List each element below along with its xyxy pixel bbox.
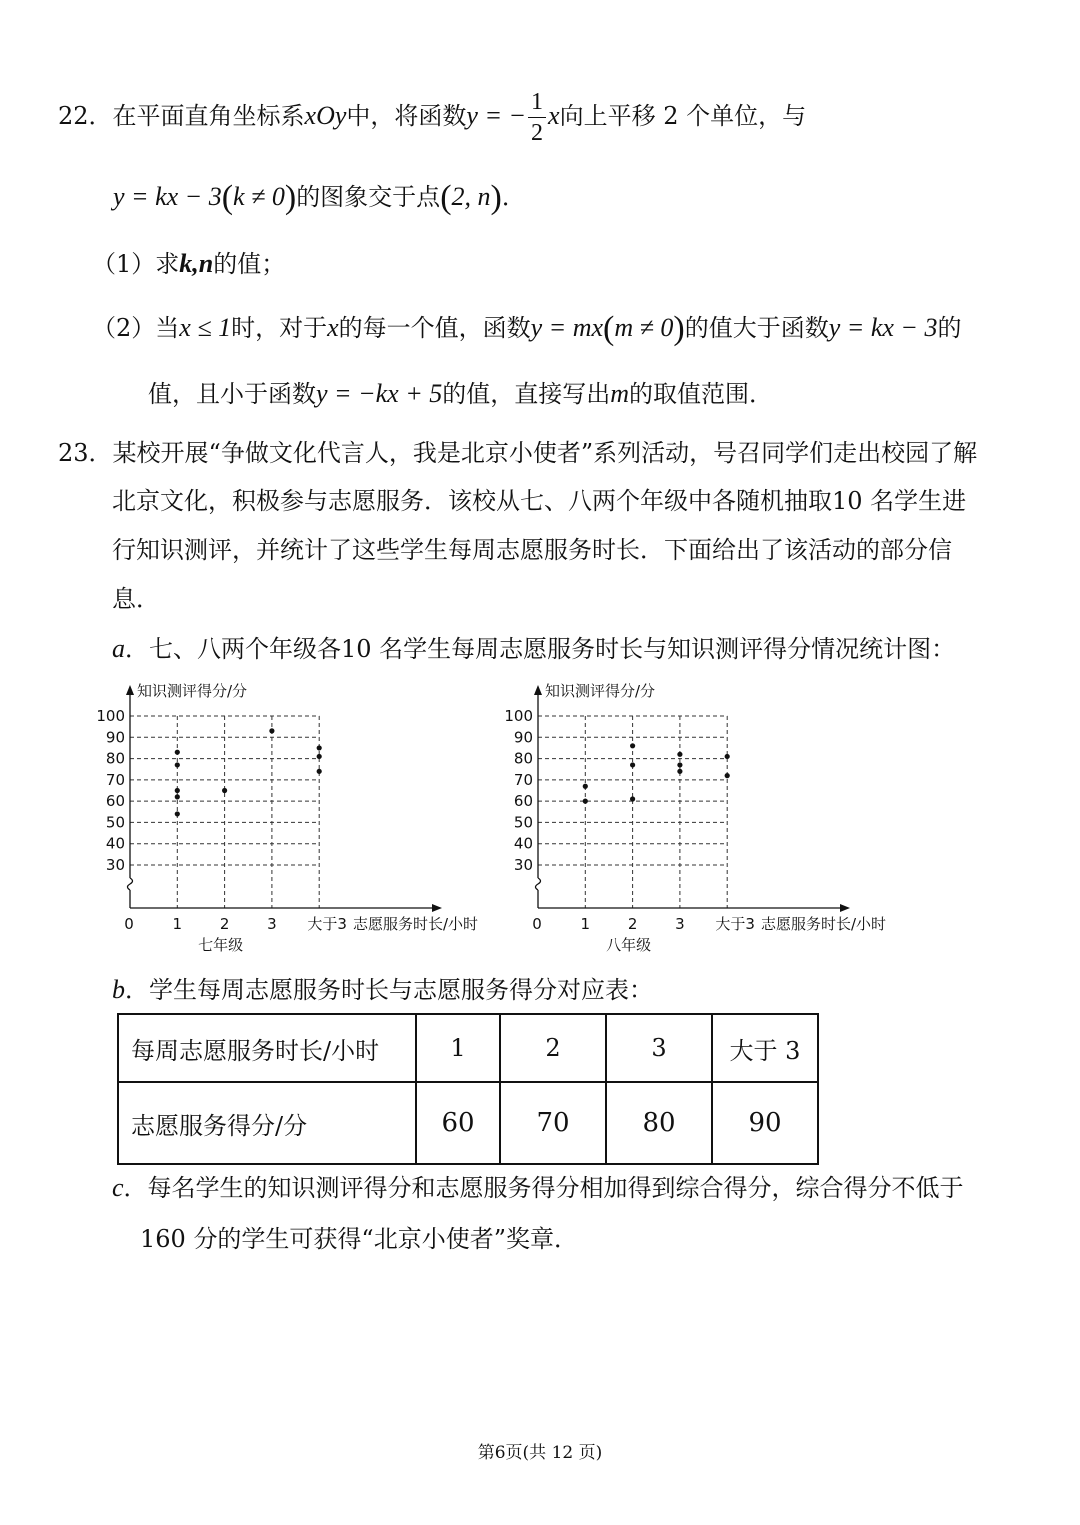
table-cell: 90: [712, 1082, 818, 1164]
q22-line1: [58, 84, 806, 148]
data-point: [725, 754, 730, 759]
data-point: [175, 762, 180, 767]
data-point: [175, 750, 180, 755]
data-point: [630, 762, 635, 767]
point-paren-close: ): [490, 179, 502, 216]
y-axis-label: 知识测评得分/分: [137, 682, 248, 700]
y-tick-label: 50: [513, 813, 533, 832]
x-tick-label: 2: [627, 915, 638, 933]
q23-number: 23．: [58, 439, 113, 467]
y-tick-label: 40: [513, 834, 533, 853]
y-tick-label: 30: [105, 856, 125, 874]
page-footer: 第6页(共 12 页): [477, 1443, 603, 1463]
q22-fraction: [528, 90, 546, 145]
q23-item-c-line1: [112, 1168, 964, 1208]
part2-cond: x ≤ 1: [179, 313, 232, 342]
part2-f3: y = −kx + 5: [316, 379, 443, 408]
q22-number: 22．: [58, 102, 113, 130]
y-tick-label: 60: [105, 792, 125, 811]
y-tick-label: 50: [105, 813, 125, 832]
q22-point: 2, n: [451, 182, 491, 211]
x-axis-arrow: [432, 904, 442, 912]
part2-c: 的值大于函数: [684, 314, 829, 342]
y-axis-arrow: [534, 685, 542, 695]
x-tick-label: 大于3: [715, 915, 755, 933]
y-axis-arrow: [126, 685, 134, 695]
item-b-text: ．学生每周志愿服务时长与志愿服务得分对应表：: [125, 976, 653, 1004]
data-point: [630, 796, 635, 801]
data-point: [317, 769, 322, 774]
x-tick-label: 1: [580, 915, 591, 933]
part1-text: 的值；: [213, 250, 286, 278]
origin-label: 0: [124, 915, 134, 933]
x-axis-label: 志愿服务时长/小时: [353, 915, 479, 933]
data-point: [317, 745, 322, 750]
table-header-cell: 3: [606, 1014, 712, 1082]
q23-item-c-line2: 160 分的学生可获得“北京小使者”奖章．: [140, 1225, 578, 1253]
table-row: [118, 1014, 818, 1082]
fraction-denominator: 2: [531, 120, 544, 146]
q23-item-b: [112, 970, 653, 1010]
q23-para-line: 行知识测评，并统计了这些学生每周志愿服务时长．下面给出了该活动的部分信: [112, 536, 952, 564]
data-point: [175, 811, 180, 816]
part2-paren-close: ): [673, 310, 685, 347]
x-tick-label: 2: [219, 915, 230, 933]
q22-func1-var: x: [548, 101, 560, 130]
part2-paren-open: (: [603, 310, 615, 347]
table-cell: 80: [606, 1082, 712, 1164]
q22-coord-sys: xOy: [304, 101, 347, 130]
data-point: [269, 728, 274, 733]
q22-period: ．: [501, 183, 526, 211]
data-point: [317, 754, 322, 759]
data-point: [677, 769, 682, 774]
q23-para-line: 息．: [112, 585, 160, 613]
x-axis-label: 志愿服务时长/小时: [761, 915, 887, 933]
table-header-cell: 每周志愿服务时长/小时: [118, 1014, 416, 1082]
q23-line1: [58, 433, 977, 473]
y-tick-label: 60: [513, 792, 533, 811]
axis-break: [536, 878, 541, 890]
part2-f2: y = kx − 3: [828, 313, 938, 342]
item-b-label: b: [112, 975, 125, 1004]
part2-a: 时，对于: [231, 314, 328, 342]
q23-para-line: 北京文化，积极参与志愿服务．该校从七、八两个年级中各随机抽取10 名学生进: [112, 487, 967, 515]
item-a-text: ．七、八两个年级各10 名学生每周志愿服务时长与知识测评得分情况统计图：: [125, 635, 956, 663]
y-tick-label: 30: [513, 856, 533, 874]
paren-close: ): [284, 179, 297, 216]
part2-x: x: [327, 313, 339, 342]
point-paren-open: (: [440, 179, 452, 216]
table-cell: 志愿服务得分/分: [118, 1082, 416, 1164]
y-tick-label: 100: [504, 707, 533, 725]
part2-d: 的: [937, 314, 962, 342]
q22-line2: [113, 177, 526, 217]
part2-g: 的取值范围．: [629, 380, 774, 408]
part1-vars: k,n: [179, 249, 214, 278]
part2-f: 的值，直接写出: [442, 380, 611, 408]
q22-func1-lhs: y = −: [466, 101, 527, 130]
data-point: [222, 788, 227, 793]
q22-intro-c: 向上平移 2 个单位，与: [559, 102, 807, 130]
y-tick-label: 90: [513, 728, 533, 747]
table-cell: 70: [500, 1082, 606, 1164]
x-tick-label: 3: [267, 915, 277, 933]
data-point: [583, 784, 588, 789]
x-tick-label: 大于3: [307, 915, 347, 933]
q22-part2-line2: [148, 374, 773, 414]
data-point: [583, 799, 588, 804]
y-tick-label: 40: [105, 834, 125, 853]
data-point: [630, 743, 635, 748]
table-row: [118, 1082, 818, 1164]
q23-para-line: 某校开展“争做文化代言人，我是北京小使者”系列活动，号召同学们走出校园了解: [112, 439, 978, 467]
q23-item-a: [112, 629, 955, 669]
part2-m: m: [610, 379, 630, 408]
grade8-chart: [498, 675, 928, 960]
table-header-cell: 2: [500, 1014, 606, 1082]
q22-func2: y = kx − 3: [113, 182, 222, 211]
q22-part2-line1: [92, 308, 961, 348]
y-tick-label: 80: [513, 749, 533, 768]
part2-label: （2）当: [92, 314, 180, 342]
q22-part1: [92, 244, 285, 284]
origin-label: 0: [532, 915, 542, 933]
part2-f1: y = mx: [530, 313, 604, 342]
data-point: [175, 794, 180, 799]
table-cell: 60: [416, 1082, 500, 1164]
axis-break: [128, 878, 133, 890]
paren-open: (: [221, 179, 234, 216]
item-c-label: c: [112, 1173, 124, 1202]
grade7-chart: [90, 675, 520, 960]
q22-cond: k ≠ 0: [233, 182, 285, 211]
part2-b: 的每一个值，函数: [338, 314, 531, 342]
x-axis-arrow: [840, 904, 850, 912]
item-a-label: a: [112, 634, 125, 663]
part1-label: （1）求: [92, 250, 180, 278]
table-header-cell: 1: [416, 1014, 500, 1082]
score-table: [117, 1013, 819, 1165]
fraction-numerator: 1: [528, 90, 546, 118]
q22-intro-a: 在平面直角坐标系: [112, 102, 305, 130]
y-tick-label: 80: [105, 749, 125, 768]
data-point: [725, 773, 730, 778]
part2-m-cond: m ≠ 0: [614, 313, 674, 342]
data-point: [677, 762, 682, 767]
y-tick-label: 100: [96, 707, 125, 725]
part2-e: 值，且小于函数: [148, 380, 316, 408]
chart-title: 七年级: [198, 936, 244, 954]
x-tick-label: 3: [675, 915, 685, 933]
y-tick-label: 70: [105, 770, 125, 789]
y-tick-label: 70: [513, 770, 533, 789]
chart-title: 八年级: [606, 936, 652, 954]
data-point: [677, 752, 682, 757]
y-tick-label: 90: [105, 728, 125, 747]
q22-intro-d: 的图象交于点: [296, 183, 441, 211]
y-axis-label: 知识测评得分/分: [545, 682, 656, 700]
q22-intro-b: 中，将函数: [346, 102, 467, 130]
item-c-text: ．每名学生的知识测评得分和志愿服务得分相加得到综合得分，综合得分不低于: [123, 1174, 964, 1202]
table-header-cell: 大于 3: [712, 1014, 818, 1082]
data-point: [175, 788, 180, 793]
x-tick-label: 1: [172, 915, 183, 933]
